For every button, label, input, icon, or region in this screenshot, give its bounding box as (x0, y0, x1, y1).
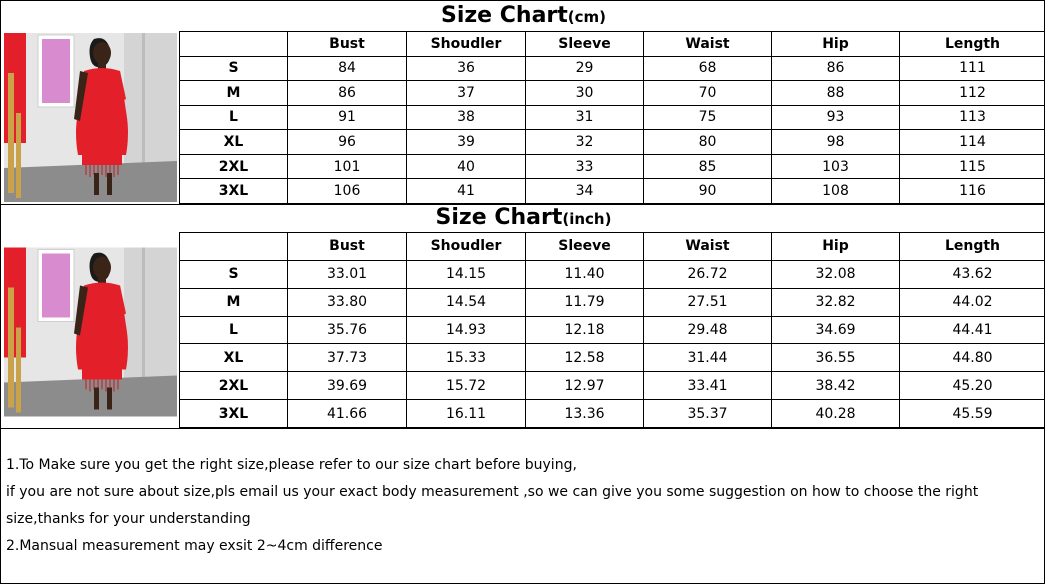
measurement-cell: 91 (288, 105, 407, 130)
measurement-cell: 37.73 (288, 344, 407, 372)
size-label: 2XL (180, 154, 288, 179)
header-shoulder: Shoudler (407, 32, 526, 57)
cm-header-row (180, 32, 1045, 57)
table-row (180, 179, 1045, 204)
table-row (180, 130, 1045, 155)
measurement-cell: 41.66 (288, 400, 407, 428)
product-photo-inch (4, 247, 177, 417)
size-label: 3XL (180, 400, 288, 428)
header-bust: Bust (288, 32, 407, 57)
measurement-cell: 12.18 (526, 316, 644, 344)
measurement-cell: 26.72 (644, 260, 772, 288)
header-length: Length (900, 233, 1045, 261)
dress-model-photo (4, 33, 177, 202)
measurement-cell: 86 (288, 81, 407, 106)
measurement-cell: 15.72 (407, 372, 526, 400)
measurement-cell: 16.11 (407, 400, 526, 428)
measurement-cell: 30 (526, 81, 644, 106)
measurement-cell: 45.20 (900, 372, 1045, 400)
measurement-cell: 14.15 (407, 260, 526, 288)
size-label: S (180, 260, 288, 288)
measurement-cell: 36 (407, 56, 526, 81)
measurement-cell: 29.48 (644, 316, 772, 344)
measurement-cell: 85 (644, 154, 772, 179)
measurement-cell: 88 (772, 81, 900, 106)
measurement-cell: 32.08 (772, 260, 900, 288)
measurement-cell: 111 (900, 56, 1045, 81)
measurement-cell: 32.82 (772, 288, 900, 316)
header-waist: Waist (644, 233, 772, 261)
table-row (180, 288, 1045, 316)
measurement-cell: 34 (526, 179, 644, 204)
size-notes (6, 452, 1041, 560)
table-row (180, 316, 1045, 344)
note-line: size,thanks for your understanding (6, 511, 251, 527)
measurement-cell: 98 (772, 130, 900, 155)
measurement-cell: 11.79 (526, 288, 644, 316)
size-label: 2XL (180, 372, 288, 400)
measurement-cell: 38.42 (772, 372, 900, 400)
measurement-cell: 38 (407, 105, 526, 130)
size-label: S (180, 56, 288, 81)
measurement-cell: 33.01 (288, 260, 407, 288)
measurement-cell: 44.41 (900, 316, 1045, 344)
table-row (180, 344, 1045, 372)
note-line: if you are not sure about size,pls email us your exact body measurement ,so we can give you some suggestion on how to choose the right (6, 484, 979, 500)
measurement-cell: 12.97 (526, 372, 644, 400)
size-label: L (180, 105, 288, 130)
measurement-cell: 33.41 (644, 372, 772, 400)
measurement-cell: 41 (407, 179, 526, 204)
corner-cell (180, 32, 288, 57)
measurement-cell: 27.51 (644, 288, 772, 316)
product-photo-cm (4, 33, 177, 202)
divider (1, 428, 1045, 429)
measurement-cell: 12.58 (526, 344, 644, 372)
measurement-cell: 39.69 (288, 372, 407, 400)
measurement-cell: 44.02 (900, 288, 1045, 316)
measurement-cell: 29 (526, 56, 644, 81)
note-line: 1.To Make sure you get the right size,please refer to our size chart before buying, (6, 457, 577, 473)
measurement-cell: 13.36 (526, 400, 644, 428)
size-label: XL (180, 130, 288, 155)
cm-chart-title: Size Chart(cm) (440, 3, 607, 28)
measurement-cell: 40.28 (772, 400, 900, 428)
cm-size-table (179, 31, 1045, 204)
corner-cell (180, 233, 288, 261)
table-row (180, 154, 1045, 179)
size-label: 3XL (180, 179, 288, 204)
measurement-cell: 31.44 (644, 344, 772, 372)
measurement-cell: 106 (288, 179, 407, 204)
table-row (180, 105, 1045, 130)
measurement-cell: 108 (772, 179, 900, 204)
measurement-cell: 44.80 (900, 344, 1045, 372)
measurement-cell: 32 (526, 130, 644, 155)
table-row (180, 372, 1045, 400)
measurement-cell: 43.62 (900, 260, 1045, 288)
measurement-cell: 45.59 (900, 400, 1045, 428)
size-label: L (180, 316, 288, 344)
measurement-cell: 11.40 (526, 260, 644, 288)
inch-chart-title: Size Chart(inch) (435, 205, 612, 230)
size-label: M (180, 81, 288, 106)
header-length: Length (900, 32, 1045, 57)
measurement-cell: 86 (772, 56, 900, 81)
measurement-cell: 90 (644, 179, 772, 204)
measurement-cell: 114 (900, 130, 1045, 155)
measurement-cell: 36.55 (772, 344, 900, 372)
measurement-cell: 14.54 (407, 288, 526, 316)
measurement-cell: 35.76 (288, 316, 407, 344)
measurement-cell: 112 (900, 81, 1045, 106)
header-sleeve: Sleeve (526, 32, 644, 57)
header-hip: Hip (772, 32, 900, 57)
measurement-cell: 37 (407, 81, 526, 106)
measurement-cell: 33 (526, 154, 644, 179)
measurement-cell: 68 (644, 56, 772, 81)
header-sleeve: Sleeve (526, 233, 644, 261)
measurement-cell: 34.69 (772, 316, 900, 344)
dress-model-photo (4, 247, 177, 417)
measurement-cell: 80 (644, 130, 772, 155)
table-row (180, 400, 1045, 428)
measurement-cell: 40 (407, 154, 526, 179)
note-line: 2.Mansual measurement may exsit 2~4cm difference (6, 538, 383, 554)
measurement-cell: 115 (900, 154, 1045, 179)
measurement-cell: 116 (900, 179, 1045, 204)
header-hip: Hip (772, 233, 900, 261)
measurement-cell: 75 (644, 105, 772, 130)
size-label: XL (180, 344, 288, 372)
measurement-cell: 96 (288, 130, 407, 155)
measurement-cell: 33.80 (288, 288, 407, 316)
table-row (180, 56, 1045, 81)
header-waist: Waist (644, 32, 772, 57)
measurement-cell: 101 (288, 154, 407, 179)
measurement-cell: 113 (900, 105, 1045, 130)
measurement-cell: 39 (407, 130, 526, 155)
measurement-cell: 31 (526, 105, 644, 130)
header-bust: Bust (288, 233, 407, 261)
measurement-cell: 103 (772, 154, 900, 179)
measurement-cell: 93 (772, 105, 900, 130)
size-label: M (180, 288, 288, 316)
measurement-cell: 35.37 (644, 400, 772, 428)
measurement-cell: 84 (288, 56, 407, 81)
measurement-cell: 70 (644, 81, 772, 106)
measurement-cell: 14.93 (407, 316, 526, 344)
inch-size-table (179, 232, 1045, 428)
header-shoulder: Shoudler (407, 233, 526, 261)
table-row (180, 81, 1045, 106)
measurement-cell: 15.33 (407, 344, 526, 372)
table-row (180, 260, 1045, 288)
inch-header-row (180, 233, 1045, 261)
